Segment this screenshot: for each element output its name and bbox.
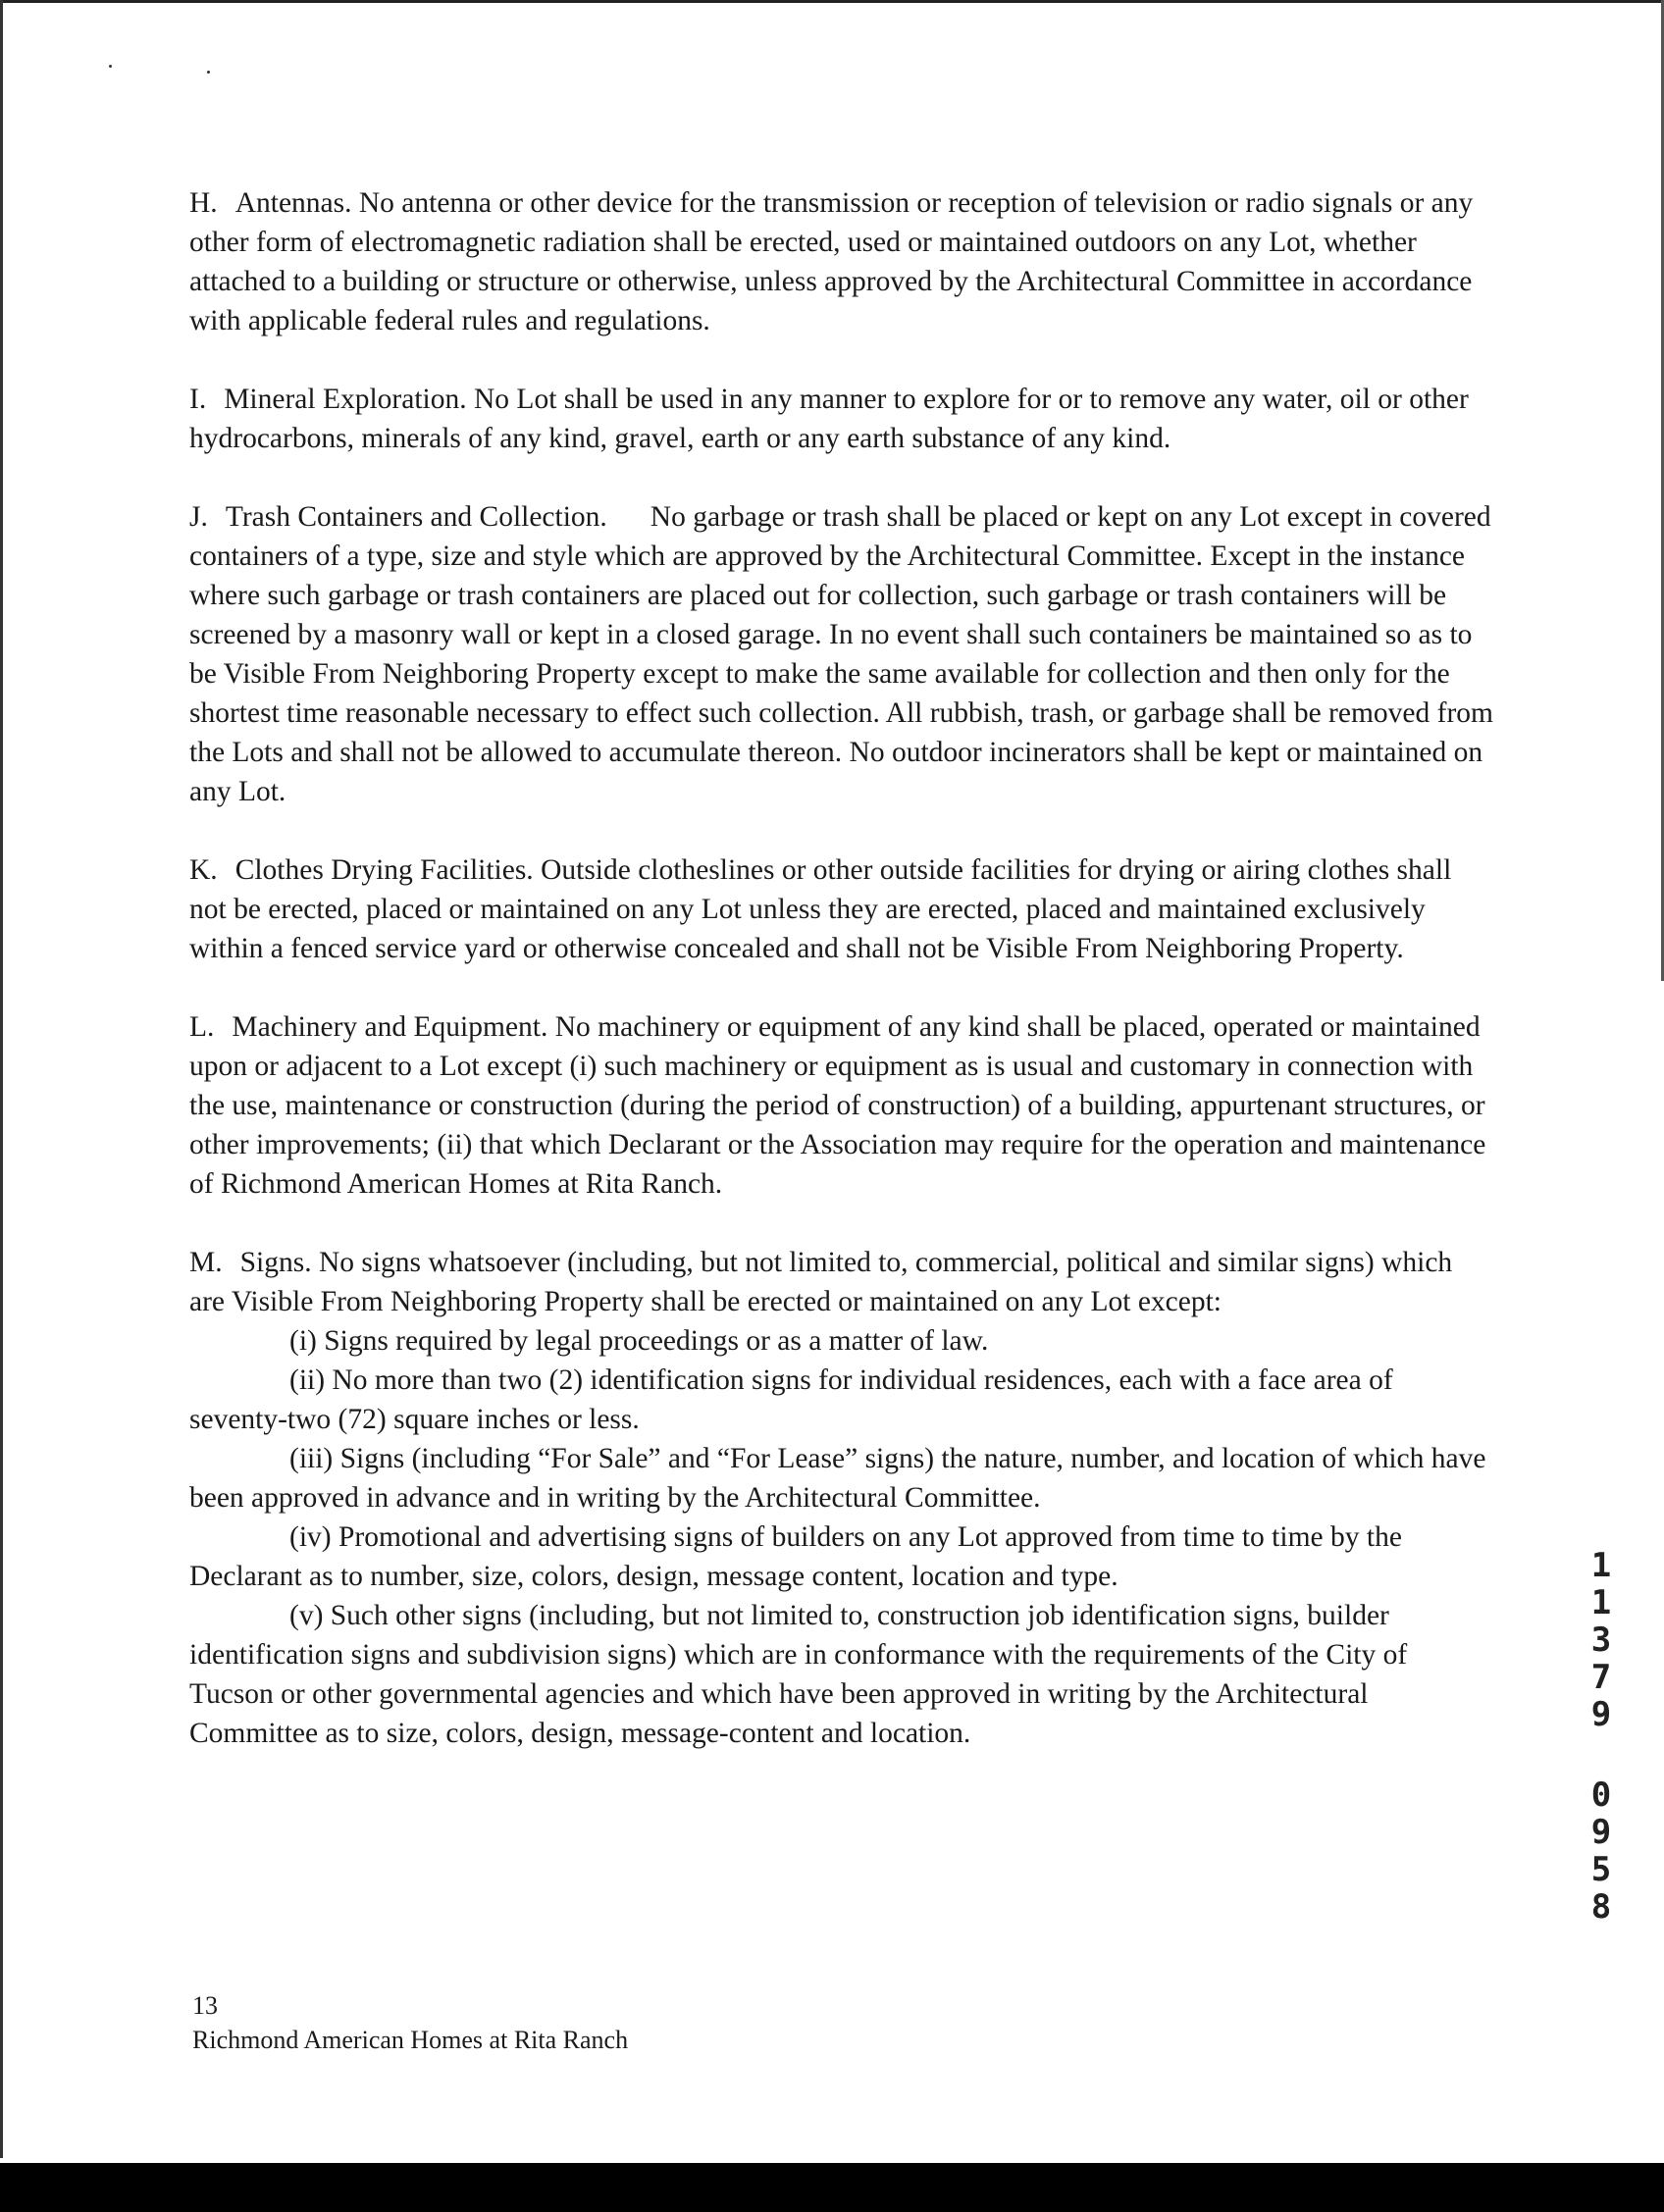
section-label: L.	[189, 1011, 215, 1043]
page-number: 13	[192, 1991, 218, 2020]
section-label: K.	[189, 854, 218, 886]
section-text: Outside clotheslines or other outside facilities for drying or airing clothes shall not be erected, placed or maintained on any Lot unless they are erected, placed and maintained exclusively within a fenced service yard or otherwise concealed and shall not be Visible From Neighboring Property.	[189, 854, 1452, 964]
section-label: J.	[189, 501, 208, 533]
stamp-digit: 5	[1590, 1850, 1612, 1889]
stamp-digit: 1	[1590, 1546, 1612, 1585]
section-text: No machinery or equipment of any kind shall be placed, operated or maintained upon or adjacent to a Lot except (i) such machinery or equipment as is usual and customary in connection with the use, maintenance or construction (during the period of construction) of a building, appurtenant structures, or other improvements; (ii) that which Declarant or the Association may require for the operation and maintenance of Richmond American Homes at Rita Ranch.	[189, 1011, 1486, 1200]
section-heading: Mineral Exploration.	[224, 384, 467, 415]
section-heading: Signs.	[239, 1247, 312, 1278]
scan-top-edge	[0, 0, 1664, 3]
section-text: No signs whatsoever (including, but not limited to, commercial, political and similar signs) which are Visible From Neighboring Property shall be erected or maintained on any Lot except:	[189, 1247, 1453, 1317]
scan-speck	[207, 71, 210, 74]
scan-left-edge	[0, 0, 3, 2158]
stamp-digit: 0	[1590, 1775, 1612, 1815]
stamp-digit: 8	[1590, 1887, 1612, 1927]
section-text: No garbage or trash shall be placed or kept on any Lot except in covered containers of a type, size and style which are approved by the Architectural Committee. Except in the instance where such garbage or trash containers are placed out for collection, such garbage or trash containers will be screened by a masonry wall or kept in a closed garage. In no event shall such containers be maintained so as to be Visible From Neighboring Property except to make the same available for collection and then only for the shortest time reasonable necessary to effect such collection. All rubbish, trash, or garbage shall be removed from the Lots and shall not be allowed to accumulate thereon. No outdoor incinerators shall be kept or maintained on any Lot.	[189, 501, 1493, 807]
list-item: (v) Such other signs (including, but not limited to, construction job identification signs, builder identification signs and subdivision signs) which are in conformance with the requirements of the City of Tucson or other governmental agencies and which have been approved in writing by the Architectural Committee as to size, colors, design, message-content and location.	[189, 1600, 1408, 1749]
list-item: (iii) Signs (including “For Sale” and “For Lease” signs) the nature, number, and location of which have been approved in advance and in writing by the Architectural Committee.	[189, 1443, 1486, 1514]
section-label: M.	[189, 1247, 223, 1278]
section-heading: Antennas.	[234, 187, 352, 219]
section-label: I.	[189, 384, 207, 415]
section-k	[189, 850, 1494, 968]
scan-speck	[109, 65, 112, 68]
stamp-digit: 1	[1590, 1583, 1612, 1622]
section-h	[189, 183, 1494, 340]
stamp-digit: 9	[1590, 1813, 1612, 1852]
stamp-digit: 9	[1590, 1695, 1612, 1734]
scan-bottom-border	[0, 2163, 1664, 2212]
section-j	[189, 497, 1494, 811]
section-heading: Trash Containers and Collection.	[225, 501, 607, 533]
list-item: (ii) No more than two (2) identification signs for individual residences, each with a face area of seventy-two (72) square inches or less.	[189, 1364, 1393, 1435]
section-heading: Clothes Drying Facilities.	[234, 854, 534, 886]
section-text: No Lot shall be used in any manner to explore for or to remove any water, oil or other hydrocarbons, minerals of any kind, gravel, earth or any earth substance of any kind.	[189, 384, 1469, 454]
section-l	[189, 1007, 1494, 1204]
section-label: H.	[189, 187, 218, 219]
list-item: (i) Signs required by legal proceedings or as a matter of law.	[289, 1325, 989, 1357]
stamp-digit: 3	[1590, 1620, 1612, 1660]
section-heading: Machinery and Equipment.	[232, 1011, 548, 1043]
section-text: No antenna or other device for the transmission or reception of television or radio signals or any other form of electromagnetic radiation shall be erected, used or maintained outdoors on any Lot, whether attached to a building or structure or otherwise, unless approved by the Architectural Committee in accordance with applicable federal rules and regulations.	[189, 187, 1474, 336]
section-m	[189, 1243, 1494, 1753]
recording-number-stamp	[1582, 1547, 1621, 1926]
signs-exception-list	[189, 1321, 1494, 1753]
list-item: (iv) Promotional and advertising signs of builders on any Lot approved from time to time by the Declarant as to number, size, colors, design, message content, location and type.	[189, 1521, 1402, 1592]
document-body	[189, 183, 1494, 1753]
section-i	[189, 380, 1494, 458]
stamp-digit: 7	[1590, 1658, 1612, 1697]
page-footer	[192, 1988, 628, 2057]
footer-document-title: Richmond American Homes at Rita Ranch	[192, 2026, 629, 2054]
